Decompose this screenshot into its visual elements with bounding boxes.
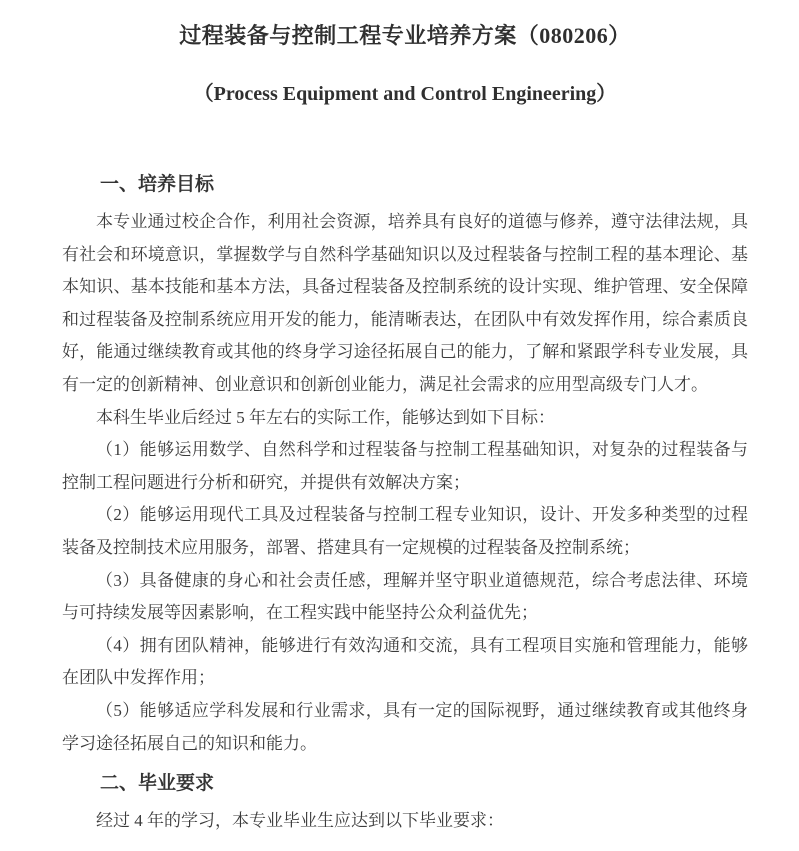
document-subtitle: （Process Equipment and Control Engineering） [193, 83, 617, 105]
objective-item-2: （2）能够运用现代工具及过程装备与控制工程专业知识，设计、开发多种类型的过程装备及控制技术应用服务，部署、搭建具有一定规模的过程装备及控制系统； [62, 505, 748, 557]
objective-item-1: （1）能够运用数学、自然科学和过程装备与控制工程基础知识，对复杂的过程装备与控制工程问题进行分析和研究，并提供有效解决方案； [62, 440, 748, 492]
graduation-lead-paragraph: 经过 4 年的学习，本专业毕业生应达到以下毕业要求： [96, 811, 504, 831]
objective-item-5: （5）能够适应学科发展和行业需求，具有一定的国际视野，通过继续教育或其他终身学习途径拓展自己的知识和能力。 [62, 700, 748, 753]
objective-item-3: （3）具备健康的身心和社会责任感，理解并坚守职业道德规范，综合考虑法律、环境与可持续发展等因素影响，在工程实践中能坚持公众利益优先； [62, 570, 748, 623]
intro-paragraph: 本专业通过校企合作，利用社会资源，培养具有良好的道德与修养，遵守法律法规，具有社会和环境意识，掌握数学与自然科学基础知识以及过程装备与控制工程的基本理论、基本知识、基本技能和基本方法，具备过程装备及控制系统的设计实现、维护管理、安全保障和过程装备及控制系统应用开发的能力，能清晰表达，在团队中有效发挥作用，综合素质良好，能通过继续教育或其他的终身学习途径拓展自己的能力，了解和紧跟学科专业发展，具有一定的创新精神、创业意识和创新创业能力，满足社会需求的应用型高级专门人才。 [62, 212, 748, 394]
section-heading-graduation-requirements: 二、毕业要求 [100, 773, 215, 795]
document-title: 过程装备与控制工程专业培养方案（080206） [179, 23, 631, 48]
objective-item-4: （4）拥有团队精神，能够进行有效沟通和交流，具有工程项目实施和管理能力，能够在团队中发挥作用； [62, 635, 748, 688]
objectives-lead-paragraph: 本科生毕业后经过 5 年左右的实际工作，能够达到如下目标： [96, 407, 555, 427]
section-heading-training-objectives: 一、培养目标 [100, 174, 215, 195]
